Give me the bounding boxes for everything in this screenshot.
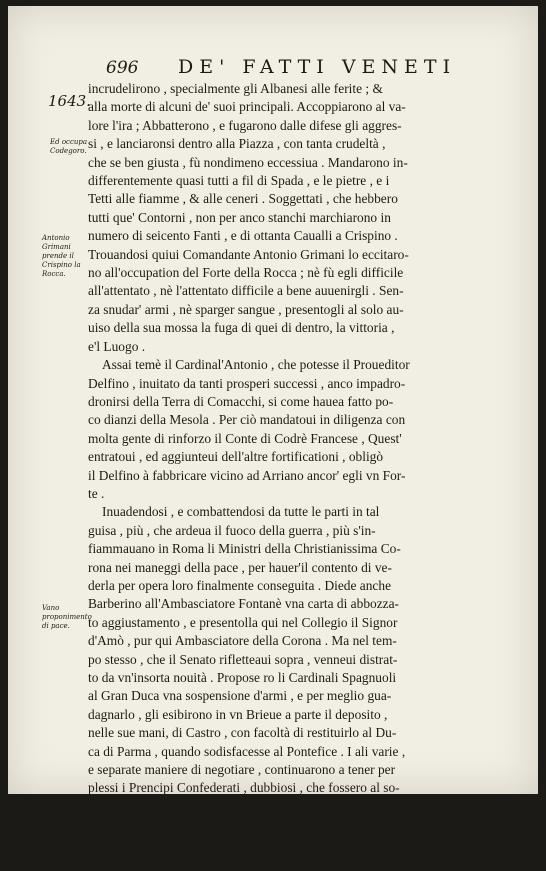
margin-note-codegoro: Ed occupa Codegoro. [50,138,88,155]
text-line: si , e lanciaronsi dentro alla Piazza , con tanta crudeltà , [88,136,386,152]
text-line: Inuadendosi , e combattendosi da tutte le parti in tal [102,504,380,520]
text-line: dagnarlo , gli esibirono in vn Brieue a parte il deposito , [88,706,388,722]
text-line: plessi i Prencipi Confederati , dubbiosi , che fossero al so- [88,780,400,796]
text-line: za snudar' armi , nè sparger sangue , presentogli al solo au- [88,301,404,317]
text-line: Tetti alle fiamme , & alle ceneri . Soggettati , che hebbero [88,191,398,207]
text-line: co dianzi della Mesola . Per ciò mandatoui in diligenza con [88,412,406,428]
text-line: te . [88,485,105,501]
text-line: incrudelirono , specialmente gli Albanesi alle ferite ; & [88,81,383,96]
body-text [88,80,498,871]
margin-note-grimani: Antonio Grimani prende il Crispino la Rocca. [42,234,81,278]
text-line: fiammauano in Roma li Ministri della Christianissima Co- [88,541,401,557]
margin-note-pace: Vano proponimento di pace. [42,604,92,630]
text-line: lito tutte misteriose , e nulla tendenti à conchiudere since- [88,798,398,814]
text-line: con- [88,854,112,870]
text-line: guisa , più , che ardeua il fuoco della guerra , più s'in- [88,522,376,538]
text-line: Trouandosi quiui Comandante Antonio Grimani lo eccitaro- [88,246,409,262]
text-line: dronirsi della Terra di Comacchi, si come hauea fatto po- [88,393,394,409]
text-line: al Gran Duca vna sospensione d'armi , e per meglio gua- [88,688,392,704]
text-line: molta gente di rinforzo il Conte di Codrè Francese , Quest' [88,430,402,446]
text-line: e'l Luogo . [88,338,146,354]
page-header [106,58,506,80]
text-line: d'Amò , pur qui Ambasciatore della Corona . Ma nel tem- [88,633,397,649]
text-line: derla per opera loro finalmente conseguita . Diede anche [88,577,392,593]
text-line: Barberino all'Ambasciatore Fontanè vna carta di abbozza- [88,596,400,612]
page-number: 696 [106,58,139,78]
text-line: il Delfino à fabbricare vicino ad Arriano ancor' egli vn For- [88,467,406,483]
text-line: to aggiustamento , e presentolla qui nel Collegio il Signor [88,614,398,630]
text-line: e separate maniere di negotiare , continuarono a tener per [88,762,396,778]
text-line: no all'occupation del Forte della Rocca ; nè fù egli difficile [88,265,404,281]
text-line: differentemente quasi tutti a fil di Spada , e le pietre , e i [88,173,390,189]
text-line: to da vn'insorta nouità . Propose ro li Cardinali Spagnuoli [88,670,397,685]
text-line: nelle sue mani, di Castro , con facoltà di restituirlo al Du- [88,725,397,741]
text-line: uiso della sua mossa la fuga di quei di dentro, la vittoria , [88,320,395,336]
book-page [8,6,538,870]
text-line: sion richiesta , non già perche amassero la guerra , ma per [88,835,399,851]
text-line: tutti que' Contorni , non per anco stanchi marchiarono in [88,209,391,225]
text-line: che se ben giusta , fù nondimeno eccessiua . Mandarono in- [88,154,408,170]
text-line: ca di Parma , quando sodisfacesse al Pontefice . I ali varie , [88,743,406,759]
margin-year: 1643. [48,92,91,110]
text-line: Delfino , inuitato da tanti prosperi successi , anco impadro- [88,375,406,391]
running-head: DE' FATTI VENETI [178,56,457,78]
text-line: alla morte di alcuni de' suoi principali. Accoppiarono al va- [88,99,406,115]
text-line: all'attentato , nè l'attentato difficile a bene auuenirgli . Sen- [88,283,404,299]
text-line: ramente la pace . Per ciò non acconsentirono alla sospen- [88,817,395,833]
text-line: entratoui , ed aggiunteui dell'altre fortificationi , obligò [88,449,384,465]
text-line: numero di seicento Fanti , e di ottanta Caualli a Crispino . [88,228,398,244]
text-line: rona nei maneggi della pace , per hauer'il contento di ve- [88,559,392,575]
text-line: po stesso , che il Senato rifletteaui sopra , venneui distrat- [88,651,398,667]
text-line: Assai temè il Cardinal'Antonio , che potesse il Proueditor [102,357,410,373]
text-line: lore l'ira ; Abbatterono , e fugarono dalle difese gli aggres- [88,117,402,133]
